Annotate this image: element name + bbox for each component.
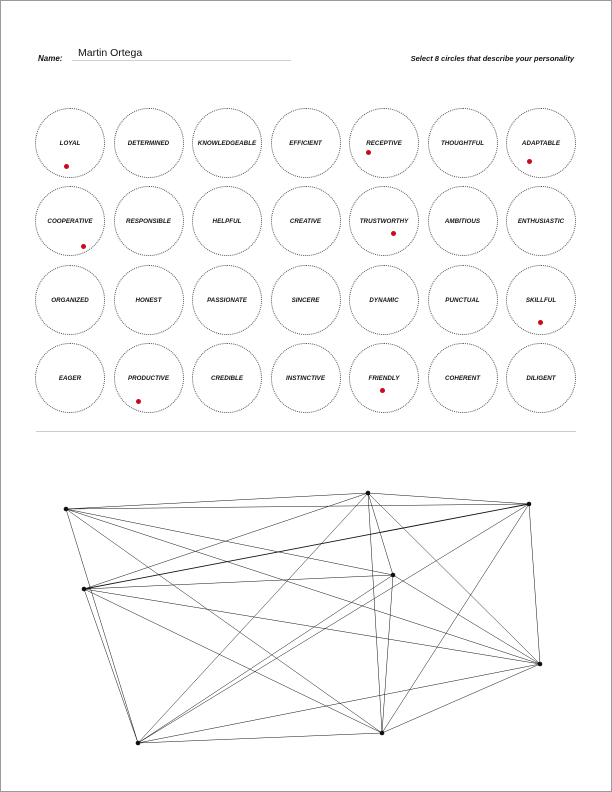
network-node [64, 507, 69, 512]
trait-label: INSTINCTIVE [285, 374, 326, 382]
trait-label: AMBITIOUS [444, 217, 481, 225]
trait-label: EFFICIENT [289, 139, 322, 147]
network-edge [84, 589, 540, 664]
network-edge [84, 589, 382, 733]
network-edge [84, 504, 529, 589]
trait-label: THOUGHTFUL [440, 139, 485, 147]
network-edge [393, 575, 540, 664]
network-node [82, 587, 87, 592]
network-node [538, 662, 543, 667]
trait-label: PASSIONATE [207, 296, 247, 304]
trait-label: COHERENT [444, 374, 481, 382]
trait-label: RESPONSIBLE [126, 217, 171, 225]
network-edge [382, 575, 393, 733]
network-edge [382, 504, 529, 733]
network-node [366, 491, 371, 496]
network-edge [138, 504, 529, 743]
trait-label: TRUSTWORTHY [359, 217, 409, 225]
trait-label: PRODUCTIVE [127, 374, 170, 382]
network-edge [368, 493, 382, 733]
network-node [380, 731, 385, 736]
trait-label: ENTHUSIASTIC [517, 217, 565, 225]
trait-label: ORGANIZED [51, 296, 89, 304]
trait-label: CREDIBLE [210, 374, 244, 382]
trait-label: DILIGENT [526, 374, 556, 382]
trait-label: HONEST [135, 296, 162, 304]
trait-label: EAGER [58, 374, 82, 382]
trait-label: RECEPTIVE [366, 139, 402, 147]
trait-label: PUNCTUAL [445, 296, 480, 304]
network-edge [368, 493, 529, 504]
trait-label: SINCERE [291, 296, 320, 304]
network-edge [66, 509, 382, 733]
trait-label: COOPERATIVE [47, 217, 93, 225]
trait-label: ADAPTABLE [521, 139, 561, 147]
name-label: Name: [38, 54, 63, 63]
trait-label: DETERMINED [127, 139, 170, 147]
network-edge [84, 575, 393, 589]
network-edge [66, 504, 529, 509]
network-edge [138, 733, 382, 743]
trait-label: DYNAMIC [369, 296, 399, 304]
network-edge [382, 664, 540, 733]
trait-label: KNOWLEDGEABLE [197, 139, 257, 147]
instruction-text: Select 8 circles that describe your personality [410, 54, 574, 63]
network-node [136, 741, 141, 746]
network-node [527, 502, 532, 507]
trait-label: LOYAL [59, 139, 81, 147]
trait-label: HELPFUL [212, 217, 242, 225]
trait-label: CREATIVE [289, 217, 322, 225]
network-node [391, 573, 396, 578]
network-edge [66, 509, 138, 743]
trait-label: SKILLFUL [525, 296, 557, 304]
network-edge [66, 493, 368, 509]
network-edge [84, 589, 138, 743]
network-edge [529, 504, 540, 664]
trait-label: FRIENDLY [368, 374, 400, 382]
